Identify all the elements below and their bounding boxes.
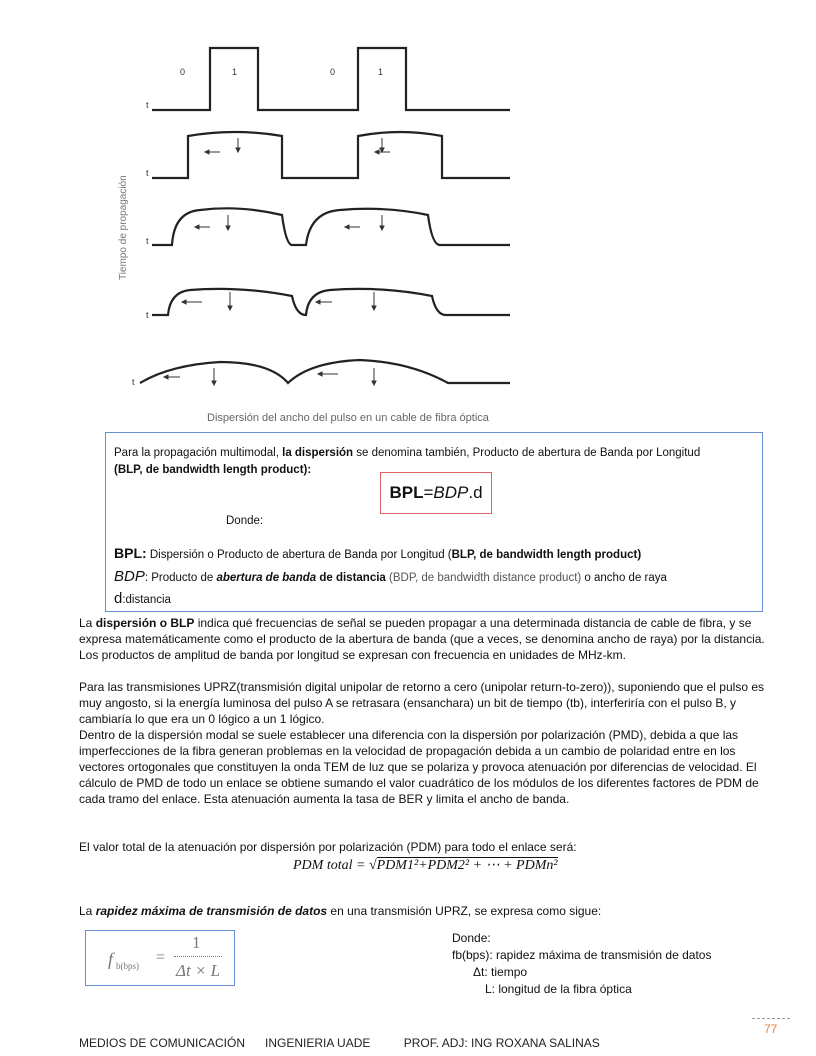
text: PDM total =	[293, 858, 369, 873]
fraction-bar	[174, 956, 222, 957]
axis-label: Tiempo de propagación	[118, 175, 129, 280]
waveform-2	[152, 132, 510, 178]
donde-list	[452, 930, 711, 998]
text: 1	[192, 933, 201, 952]
text: :distancia	[122, 594, 171, 606]
arrow-icons	[164, 138, 390, 385]
bit-label: 1	[232, 67, 238, 77]
sqrt-symbol: √	[368, 858, 377, 873]
term: BDP	[114, 568, 145, 585]
text: La	[79, 616, 96, 630]
bit-label: 0	[180, 67, 186, 77]
page-number: 77	[764, 1022, 778, 1036]
paragraph-uprz: Para las transmisiones UPRZ(transmisión digital unipolar de retorno a cero (unipolar return-to-zero)), suponiendo que el pulso es muy angosto, si la energía luminosa del pulso A se retrasara (ensanchara) un bit de tiempo (tb), interferiría con el pulso B, y cambiaría lo que era un 0 lógico a un 1 lógico.	[79, 680, 765, 726]
text: Producto de	[148, 572, 217, 584]
text: .d	[468, 483, 483, 502]
blp-definition-box	[105, 432, 763, 612]
fb-formula-box	[85, 930, 235, 986]
text: Donde:	[452, 931, 491, 945]
text: BLP, de bandwidth length product)	[451, 549, 642, 561]
paragraph-rapidez	[79, 903, 769, 919]
text: se denomina también, Producto de abertura de Banda por Longitud	[353, 447, 701, 459]
text: =	[156, 949, 166, 966]
page-number-rule	[752, 1018, 790, 1019]
text: :	[144, 572, 149, 584]
text: =	[423, 483, 434, 502]
text: dispersión o BLP	[95, 616, 195, 630]
text: abertura de banda	[216, 572, 317, 584]
text: PDM1²+PDM2² + ⋯ + PDMn²	[376, 858, 558, 873]
paragraph-blp	[79, 615, 769, 663]
text: la dispersión	[282, 447, 354, 459]
text: b(bps)	[116, 961, 139, 971]
text: Δt: tiempo	[473, 965, 528, 979]
bit-label: 1	[378, 67, 384, 77]
text: L: longitud de la fibra óptica	[485, 982, 632, 996]
text: BPL	[389, 483, 424, 502]
waveform-1	[152, 48, 510, 110]
text: en una transmisión UPRZ, se expresa como sigue:	[327, 904, 602, 918]
figure-caption: Dispersión del ancho del pulso en un cable de fibra óptica	[207, 412, 489, 424]
text: o ancho de raya	[581, 572, 667, 584]
time-label: t	[146, 168, 149, 178]
term: d	[114, 590, 123, 607]
bpl-formula	[380, 472, 492, 514]
text: La	[79, 904, 96, 918]
text: f	[108, 949, 114, 969]
text: Dispersión o Producto de abertura de Banda por Longitud (	[146, 549, 452, 561]
text: Para la propagación multimodal,	[114, 447, 283, 459]
text: (BLP, de bandwidth length product):	[114, 464, 312, 476]
text: indica qué frecuencias de señal se pueden propagar a una determinada distancia de cable de fibra, y se expresa matemáticamente como el producto de la abertura de banda (que a veces, se denomina ancho de raya) por la distancia. Los productos de amplitud de banda por longitud se expresan con frecuencia en unidades de MHz-km.	[79, 616, 765, 662]
donde-label: Donde:	[226, 515, 264, 527]
time-label: t	[146, 100, 149, 110]
paragraph-pmd: Dentro de la dispersión modal se suele establecer una diferencia con la dispersión por polarización (PMD), debida a que las imperfecciones de la fibra generan problemas en la velocidad de propagación debida a un cambio de polaridad entre en los vectores ortogonales que constituyen la onda TEM de luz que se polariza y provoca atenuación por diferencias de velocidad. El cálculo de PMD de todo un enlace se obtiene sumando el valor cuadrático de los módulos de los diferentes factores de PDM de cada tramo del enlace. Esta atenuación aumenta la tasa de BER y limita el ancho de banda.	[79, 728, 759, 806]
pulse-waveforms	[110, 40, 530, 400]
text: Δt × L	[176, 961, 221, 980]
text: BDP	[433, 483, 469, 502]
term: BPL:	[114, 545, 147, 561]
time-label: t	[146, 236, 149, 246]
bdp-definition	[114, 568, 667, 585]
d-definition	[114, 590, 171, 607]
bpl-definition	[114, 545, 641, 561]
bit-label: 0	[330, 67, 336, 77]
text: de distancia	[316, 572, 386, 584]
time-label: t	[146, 310, 149, 320]
footer-text: MEDIOS DE COMUNICACIÓN INGENIERIA UADE PROF. ADJ: ING ROXANA SALINAS	[79, 1036, 600, 1050]
time-label: t	[132, 377, 135, 387]
text: (BDP, de bandwidth distance product)	[385, 572, 582, 584]
pdm-formula	[293, 857, 558, 874]
paragraph-pdm-total: El valor total de la atenuación por dispersión por polarización (PDM) para todo el enlace será:	[79, 840, 577, 854]
pulse-dispersion-figure	[110, 40, 530, 400]
text: fb(bps): rapidez máxima de transmisión de datos	[452, 948, 712, 962]
waveform-5	[140, 360, 510, 383]
text: rapidez máxima de transmisión de datos	[95, 904, 328, 918]
